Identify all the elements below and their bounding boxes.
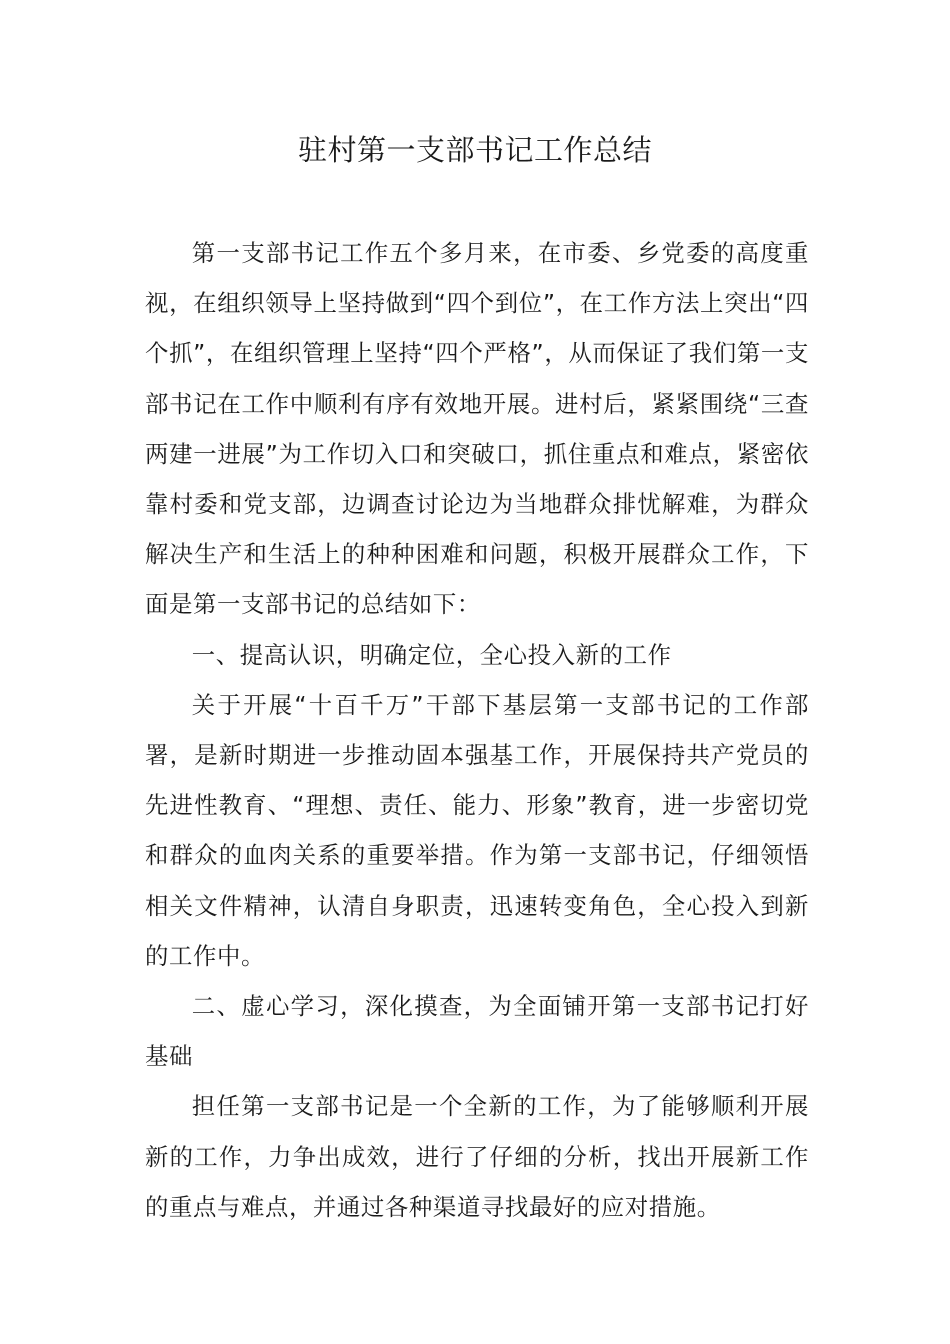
paragraph-section-1: 关于开展“十百千万”干部下基层第一支部书记的工作部署，是新时期进一步推动固本强基工作，开展保持共产党员的先进性教育、“理想、责任、能力、形象”教育，进一步密切党和群众的血肉关系的重要举措。作为第一支部书记，仔细领悟相关文件精神，认清自身职责，迅速转变角色，全心投入到新的工作中。 xyxy=(145,690,809,970)
paragraph-intro: 第一支部书记工作五个多月来，在市委、乡党委的高度重视，在组织领导上坚持做到“四个到位”，在工作方法上突出“四个抓”，在组织管理上坚持“四个严格”，从而保证了我们第一支部书记在工作中顺利有序有效地开展。进村后，紧紧围绕“三查两建一进展”为工作切入口和突破口，抓住重点和难点，紧密依靠村委和党支部，边调查讨论边为当地群众排忧解难，为群众解决生产和生活上的种种困难和问题，积极开展群众工作，下面是第一支部书记的总结如下： xyxy=(145,239,809,619)
section-heading-1: 一、提高认识，明确定位，全心投入新的工作 xyxy=(191,640,672,669)
paragraph-section-2: 担任第一支部书记是一个全新的工作，为了能够顺利开展新的工作，力争出成效，进行了仔细的分析，找出开展新工作的重点与难点，并通过各种渠道寻找最好的应对措施。 xyxy=(145,1092,809,1221)
document-body xyxy=(145,228,809,1232)
document-title: 驻村第一支部书记工作总结 xyxy=(297,133,652,167)
section-heading-2: 二、虚心学习，深化摸查，为全面铺开第一支部书记打好基础 xyxy=(145,992,809,1071)
